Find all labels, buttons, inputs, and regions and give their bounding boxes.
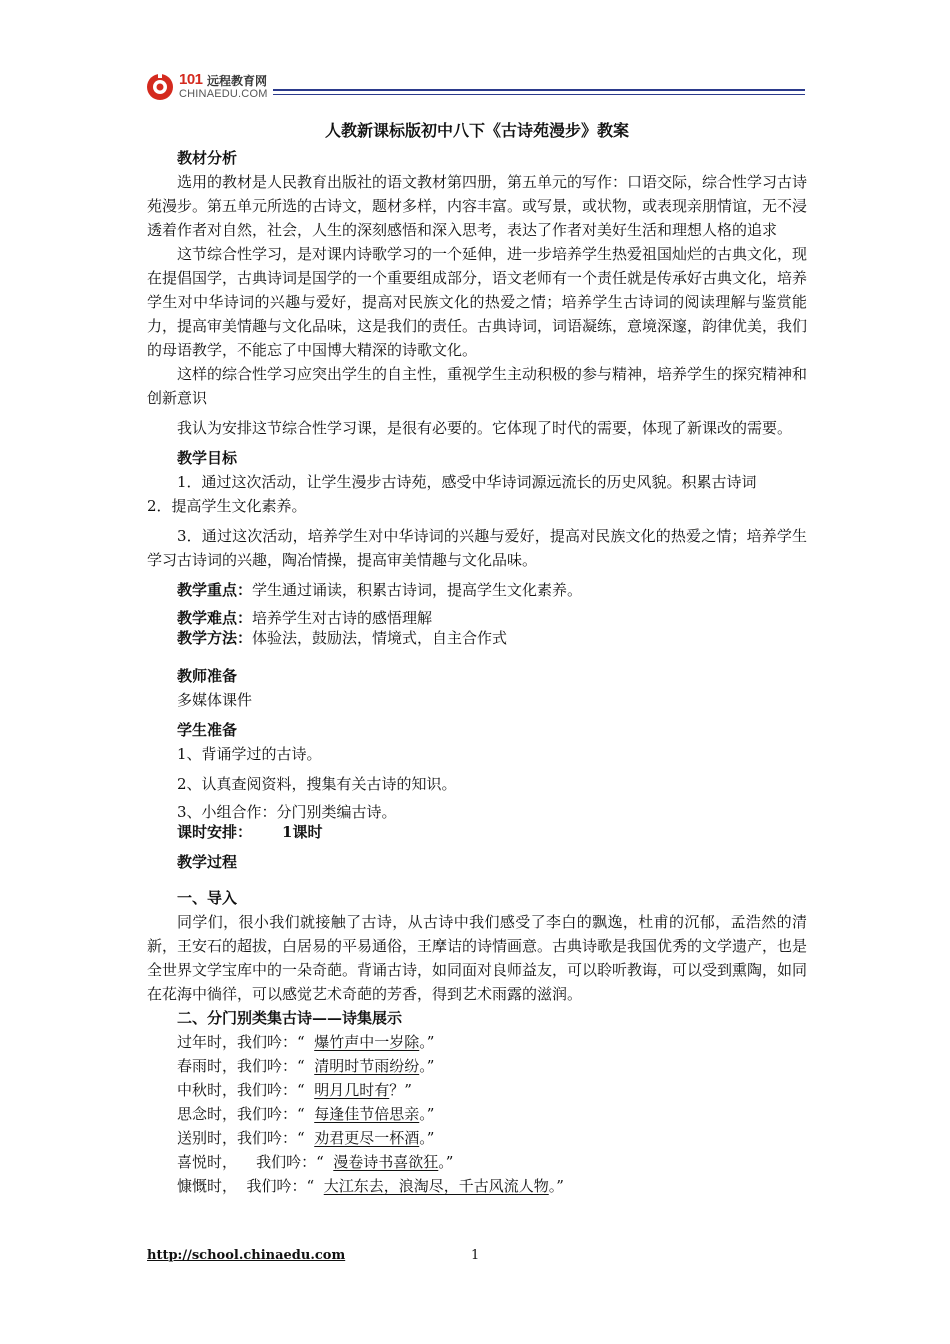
poem-line [147,1102,807,1126]
process-heading: 教学过程 [177,853,238,871]
header-rule-thin [273,94,805,95]
schedule-value: 1课时 [282,823,323,841]
page-header [145,68,805,108]
poem-suffix: 。” [419,1105,435,1123]
schedule [147,822,807,842]
key-point-text: 学生通过诵读，积累古诗词，提高学生文化素养。 [252,581,583,599]
poem-verse: 每逢佳节倍思亲 [314,1105,420,1123]
poem-prefix: 慷慨时， 我们吟：“ [177,1177,324,1195]
poem-verse: 劝君更尽一杯酒 [314,1129,420,1147]
poem-suffix: 。” [419,1033,435,1051]
student-prep-item: 2、认真查阅资料，搜集有关古诗的知识。 [177,775,457,793]
poem-prefix: 喜悦时， 我们吟：“ [177,1153,334,1171]
poem-suffix: 。” [548,1177,564,1195]
chinaedu-logo-icon [145,72,175,102]
poem-suffix: 。” [438,1153,454,1171]
goals-heading: 教学目标 [177,449,238,467]
collect-heading: 二、分门别类集古诗——诗集展示 [177,1009,403,1027]
poem-prefix: 送别时，我们吟：“ [177,1129,315,1147]
poem-suffix: 。” [419,1057,435,1075]
student-prep-item: 1、背诵学过的古诗。 [177,745,322,763]
poem-verse: 明月几时有 [314,1081,390,1099]
poem-prefix: 过年时，我们吟：“ [177,1033,315,1051]
document-title: 人教新课标版初中八下《古诗苑漫步》教案 [324,121,629,140]
header-rule [273,89,805,91]
teacher-prep-text: 多媒体课件 [177,691,253,709]
poem-verse: 清明时节雨纷纷 [314,1057,420,1075]
schedule-label: 课时安排： [177,823,253,841]
difficulty-label: 教学难点： [177,609,253,627]
footer-website-link[interactable]: http://school.chinaedu.com [147,1248,346,1263]
analysis-paragraph: 选用的教材是人民教育出版社的语文教材第四册，第五单元的写作：口语交际，综合性学习古诗苑漫步。第五单元所选的古诗文，题材多样，内容丰富。或写景，或状物，或表现亲朋情谊，无不浸透着作者对自然，社会，人生的深刻感悟和深入思考，表达了作者对美好生活和理想人格的追求 [147,173,808,239]
poem-line [147,1030,807,1054]
difficulty-text: 培养学生对古诗的感悟理解 [252,609,433,627]
poem-line [147,1078,807,1102]
analysis-paragraph: 这样的综合性学习应突出学生的自主性，重视学生主动积极的参与精神，培养学生的探究精神和创新意识 [147,365,808,407]
key-point [147,578,807,602]
poem-line [147,1174,807,1198]
student-prep-item: 3、小组合作：分门别类编古诗。 [177,803,397,821]
logo-chinese-name: 远程教育网 [207,74,268,88]
difficulty-point [147,608,807,628]
poem-verse: 爆竹声中一岁除 [314,1033,420,1051]
goal-item: 1．通过这次活动，让学生漫步古诗苑，感受中华诗词源远流长的历史风貌。积累古诗词 [177,473,757,491]
analysis-paragraph: 这节综合性学习，是对课内诗歌学习的一个延伸，进一步培养学生热爱祖国灿烂的古典文化，现在提倡国学，古典诗词是国学的一个重要组成部分，语文老师有一个责任就是传承好古典文化，培养学生对中华诗词的兴趣与爱好，提高对民族文化的热爱之情；培养学生古诗词的阅读理解与鉴赏能力，提高审美情趣与文化品味，这是我们的责任。古典诗词，词语凝练，意境深邃，韵律优美，我们的母语教学，不能忘了中国博大精深的诗歌文化。 [147,245,808,359]
poem-line [147,1054,807,1078]
goal-item: 3．通过这次活动，培养学生对中华诗词的兴趣与爱好，提高对民族文化的热爱之情；培养学生学习古诗词的兴趣，陶冶情操，提高审美情趣与文化品味。 [147,527,807,569]
analysis-heading: 教材分析 [177,149,238,167]
page-number: 1 [471,1248,480,1263]
analysis-paragraph: 我认为安排这节综合性学习课，是很有必要的。它体现了时代的需要，体现了新课改的需要。 [177,419,793,437]
method-text: 体验法，鼓励法，情境式，自主合作式 [252,629,508,647]
teacher-prep-heading: 教师准备 [177,667,238,685]
poem-list [147,1030,807,1198]
intro-heading: 一、导入 [177,889,238,907]
student-prep-heading: 学生准备 [177,721,238,739]
intro-paragraph: 同学们，很小我们就接触了古诗，从古诗中我们感受了李白的飘逸，杜甫的沉郁，孟浩然的清新，王安石的超拔，白居易的平易通俗，王摩诘的诗情画意。古典诗歌是我国优秀的文学遗产，也是全世界文学宝库中的一朵奇葩。背诵古诗，如同面对良师益友，可以聆听教诲，可以受到熏陶，如同在花海中徜徉，可以感觉艺术奇葩的芳香，得到艺术雨露的滋润。 [147,913,808,1003]
document-body [147,118,807,1198]
poem-line [147,1126,807,1150]
poem-verse: 漫卷诗书喜欲狂 [333,1153,439,1171]
poem-prefix: 思念时，我们吟：“ [177,1105,315,1123]
poem-suffix: ？” [389,1081,412,1099]
goal-item: 2．提高学生文化素养。 [147,497,307,515]
poem-suffix: 。” [419,1129,435,1147]
logo-number: 101 [179,71,203,88]
poem-line [147,1150,807,1174]
method-label: 教学方法： [177,629,253,647]
poem-verse: 大江东去，浪淘尽，千古风流人物 [323,1177,549,1195]
teaching-method [147,628,807,648]
key-point-label: 教学重点： [177,581,253,599]
poem-prefix: 春雨时，我们吟：“ [177,1057,315,1075]
poem-prefix: 中秋时，我们吟：“ [177,1081,315,1099]
logo-domain: CHINAEDU.COM [179,88,268,100]
